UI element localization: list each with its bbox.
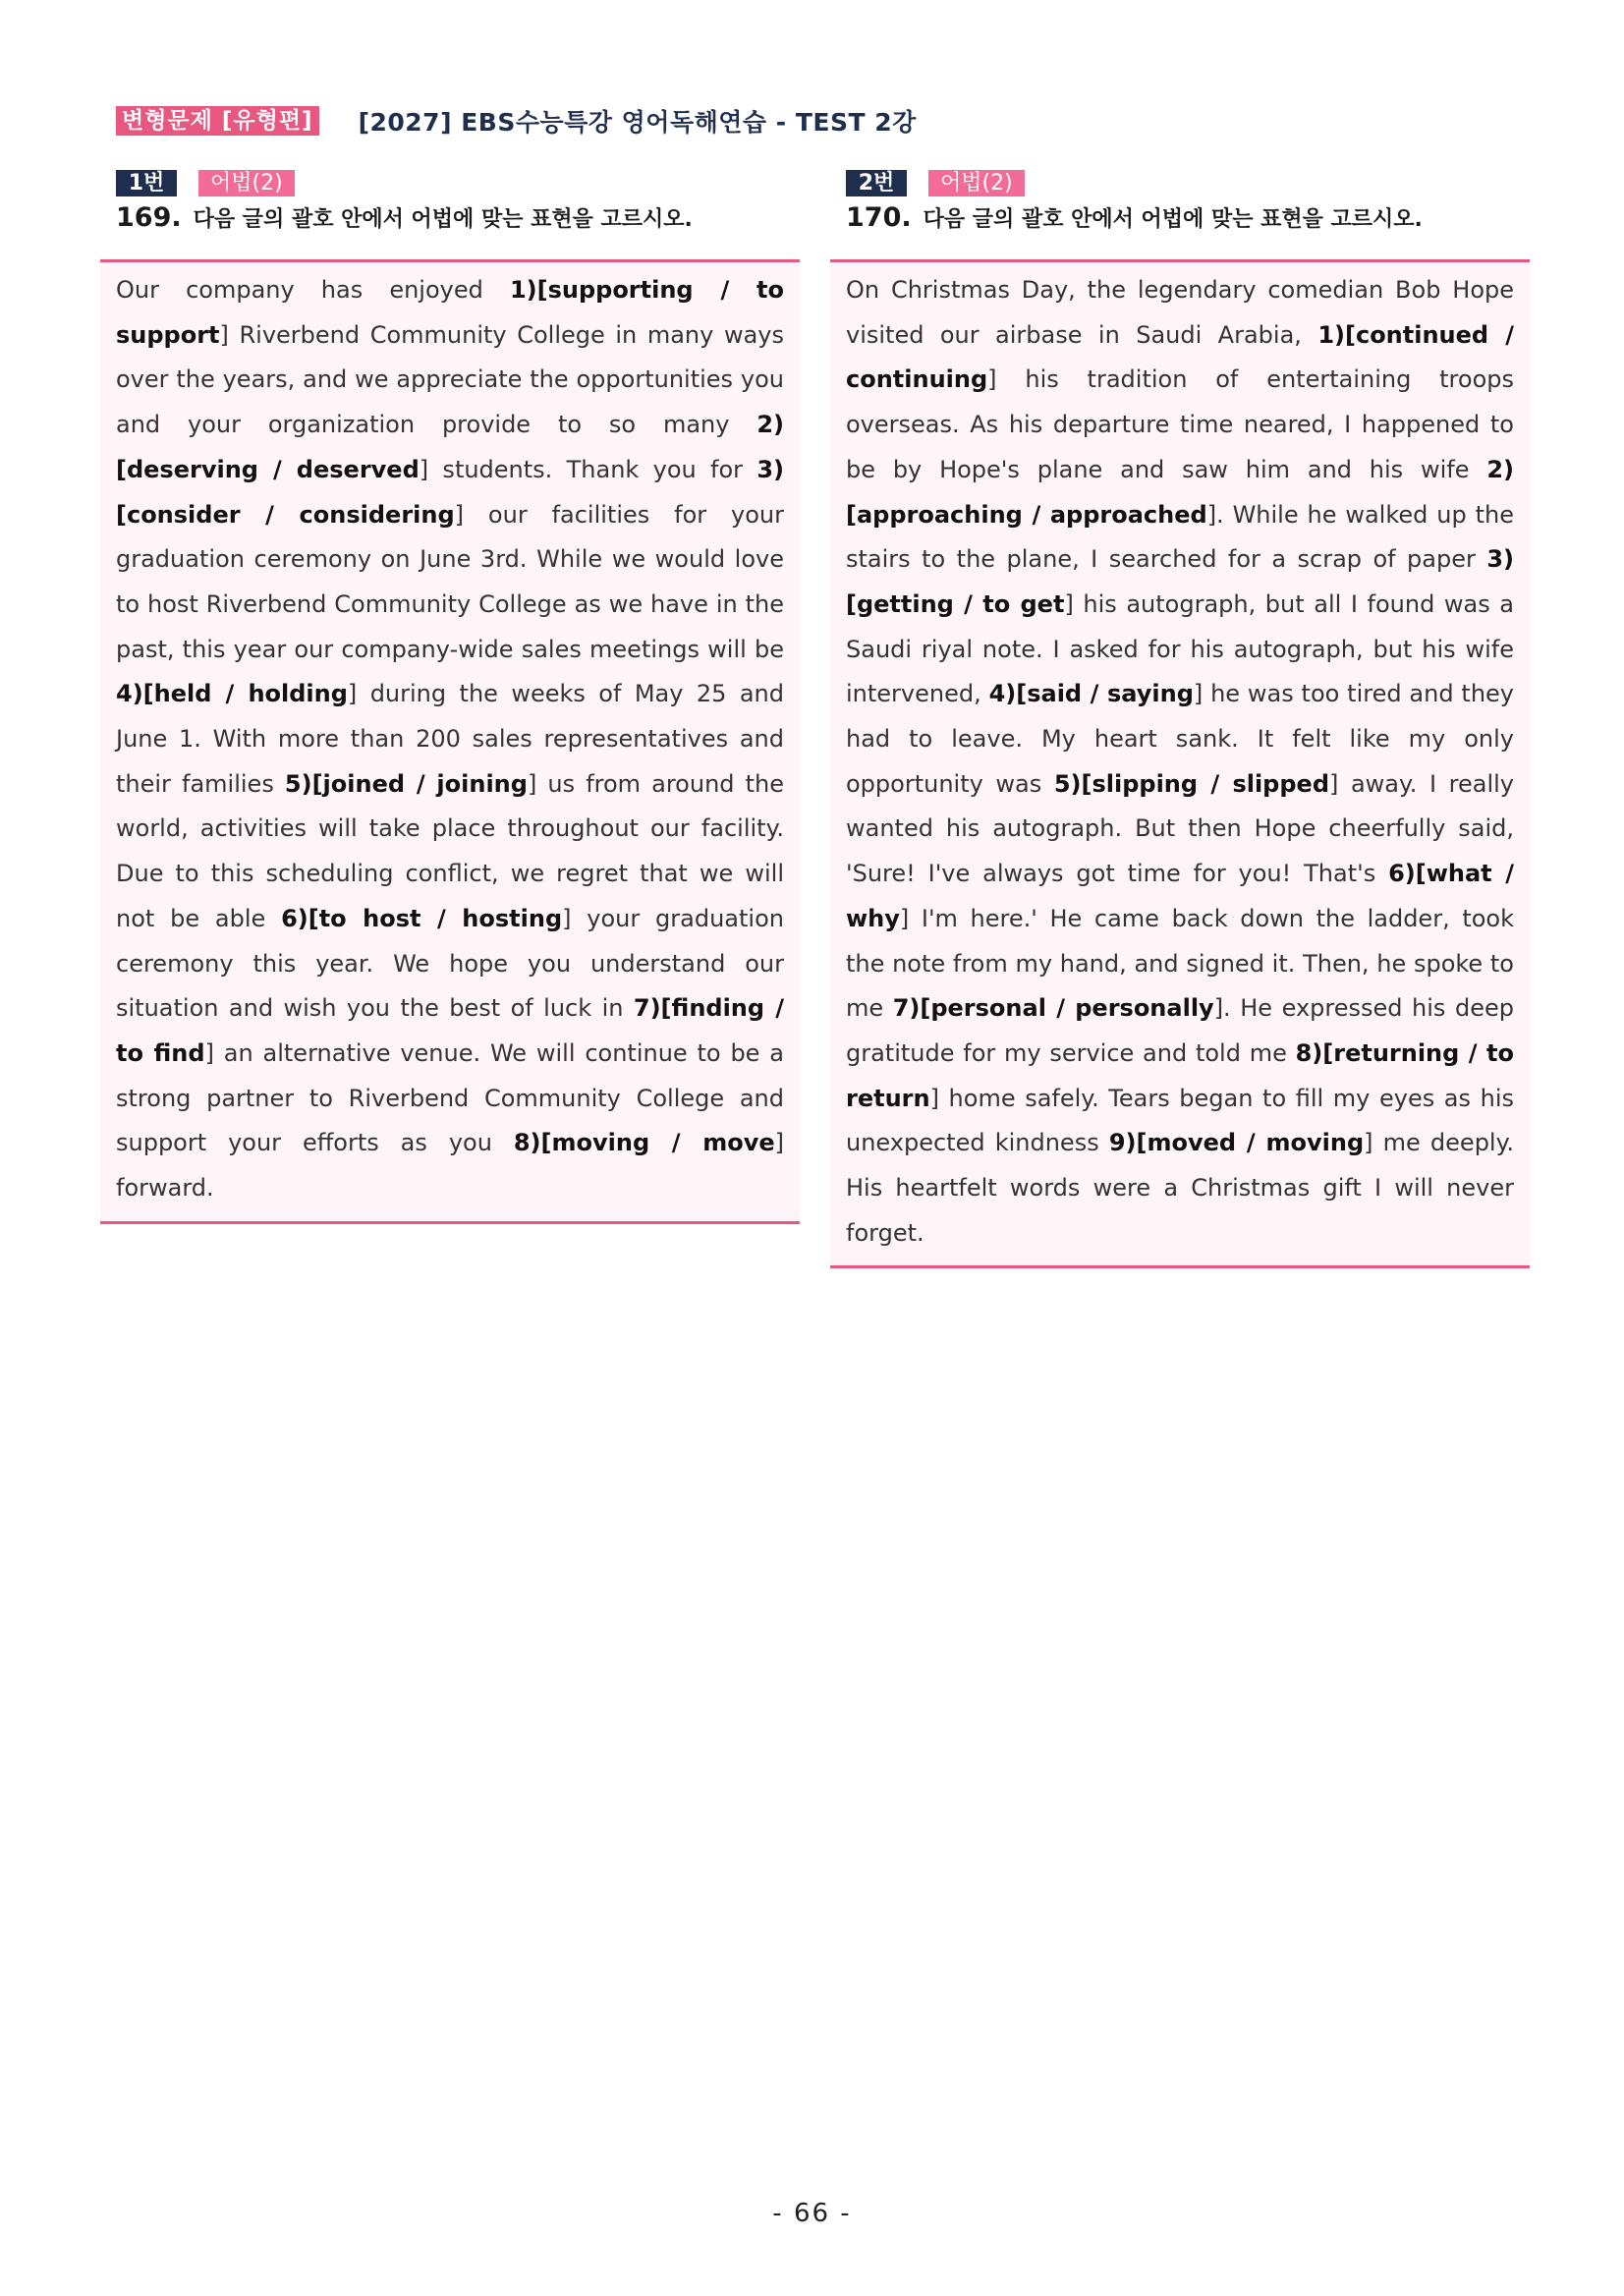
answer-choice: 6)[what / why: [846, 860, 1514, 932]
question-heading: [846, 202, 1530, 242]
question-column-right: [830, 169, 1530, 1268]
passage-text: On Christmas Day, the legendary comedian Bob Hope visited our airbase in Saudi Arabia, 1)[continued / continuing] his tradition of entertaining troops overseas. As his departure time neared, I happened to be by Hope's plane and saw him and his wife 2)[approaching / approached]. While he walked up the stairs to the plane, I searched for a scrap of paper 3)[getting / to get] his autograph, but all I found was a Saudi riyal note. I asked for his autograph, but his wife intervened, 4)[said / saying] he was too tired and they had to leave. My heart sank. It felt like my only opportunity was 5)[slipping / slipped] away. I really wanted his autograph. But then Hope cheerfully said, 'Sure! I've always got time for you! That's 6)[what / why] I'm here.' He came back down the ladder, took the note from my hand, and signed it. Then, he spoke to me 7)[personal / personally]. He expressed his deep gratitude for my service and told me 8)[returning / to return] home safely. Tears began to fill my eyes as his unexpected kindness 9)[moved / moving] me deeply. His heartfelt words were a Christmas gift I will never forget.: [846, 276, 1515, 1247]
question-number: 170.: [846, 202, 912, 233]
question-number-tag: 2번: [846, 170, 907, 196]
question-heading: [116, 202, 800, 242]
answer-choice: 7)[finding / to find: [116, 994, 784, 1067]
answer-choice: 5)[joined / joining: [284, 769, 528, 798]
answer-choice: 4)[said / saying: [988, 680, 1194, 708]
answer-choice: 2)[approaching / approached: [846, 455, 1514, 529]
answer-choice: 7)[personal / personally: [892, 994, 1214, 1023]
answer-choice: 8)[moving / move: [513, 1129, 775, 1157]
question-type-tag: 어법(2): [928, 170, 1025, 196]
question-instruction: 다음 글의 괄호 안에서 어법에 맞는 표현을 고르시오.: [193, 207, 693, 232]
question-number-tag: 1번: [116, 170, 177, 196]
header-title: [2027] EBS수능특강 영어독해연습 - TEST 2강: [358, 108, 917, 137]
answer-choice: 1)[supporting / to support: [116, 276, 784, 349]
question-number: 169.: [116, 202, 182, 233]
passage-box: [830, 259, 1530, 1268]
answer-choice: 9)[moved / moving: [1108, 1129, 1365, 1157]
answer-choice: 1)[continued / continuing: [846, 320, 1515, 394]
answer-choice: 6)[to host / hosting: [281, 904, 563, 932]
question-labels: [846, 169, 1530, 196]
answer-choice: 3)[getting / to get: [846, 545, 1514, 618]
question-instruction: 다음 글의 괄호 안에서 어법에 맞는 표현을 고르시오.: [923, 207, 1423, 232]
answer-choice: 2)[deserving / deserved: [116, 411, 784, 483]
question-labels: [116, 169, 800, 196]
page-header: [116, 104, 917, 138]
passage-text: Our company has enjoyed 1)[supporting / to support] Riverbend Community College in many ways over the years, and we appreciate the opportunities you and your organization provide to so many 2)[deserving / deserved] students. Thank you for 3)[consider / considering] our facilities for your graduation ceremony on June 3rd. While we would love to host Riverbend Community College as we have in the past, this year our company-wide sales meetings will be 4)[held / holding] during the weeks of May 25 and June 1. With more than 200 sales representatives and their families 5)[joined / joining] us from around the world, activities will take place throughout our facility. Due to this scheduling conflict, we regret that we will not be able 6)[to host / hosting] your graduation ceremony this year. We hope you understand our situation and wish you the best of luck in 7)[finding / to find] an alternative venue. We will continue to be a strong partner to Riverbend Community College and support your efforts as you 8)[moving / move] forward.: [116, 276, 785, 1203]
passage-box: [100, 259, 800, 1224]
question-type-tag: 어법(2): [198, 170, 295, 196]
answer-choice: 3)[consider / considering: [116, 455, 785, 529]
page-number: - 66 -: [772, 2199, 852, 2228]
answer-choice: 8)[returning / to return: [846, 1038, 1514, 1112]
question-column-left: [100, 169, 800, 1224]
section-tag: 변형문제 [유형편]: [116, 106, 319, 136]
answer-choice: 4)[held / holding: [116, 680, 348, 708]
answer-choice: 5)[slipping / slipped: [1053, 769, 1329, 798]
